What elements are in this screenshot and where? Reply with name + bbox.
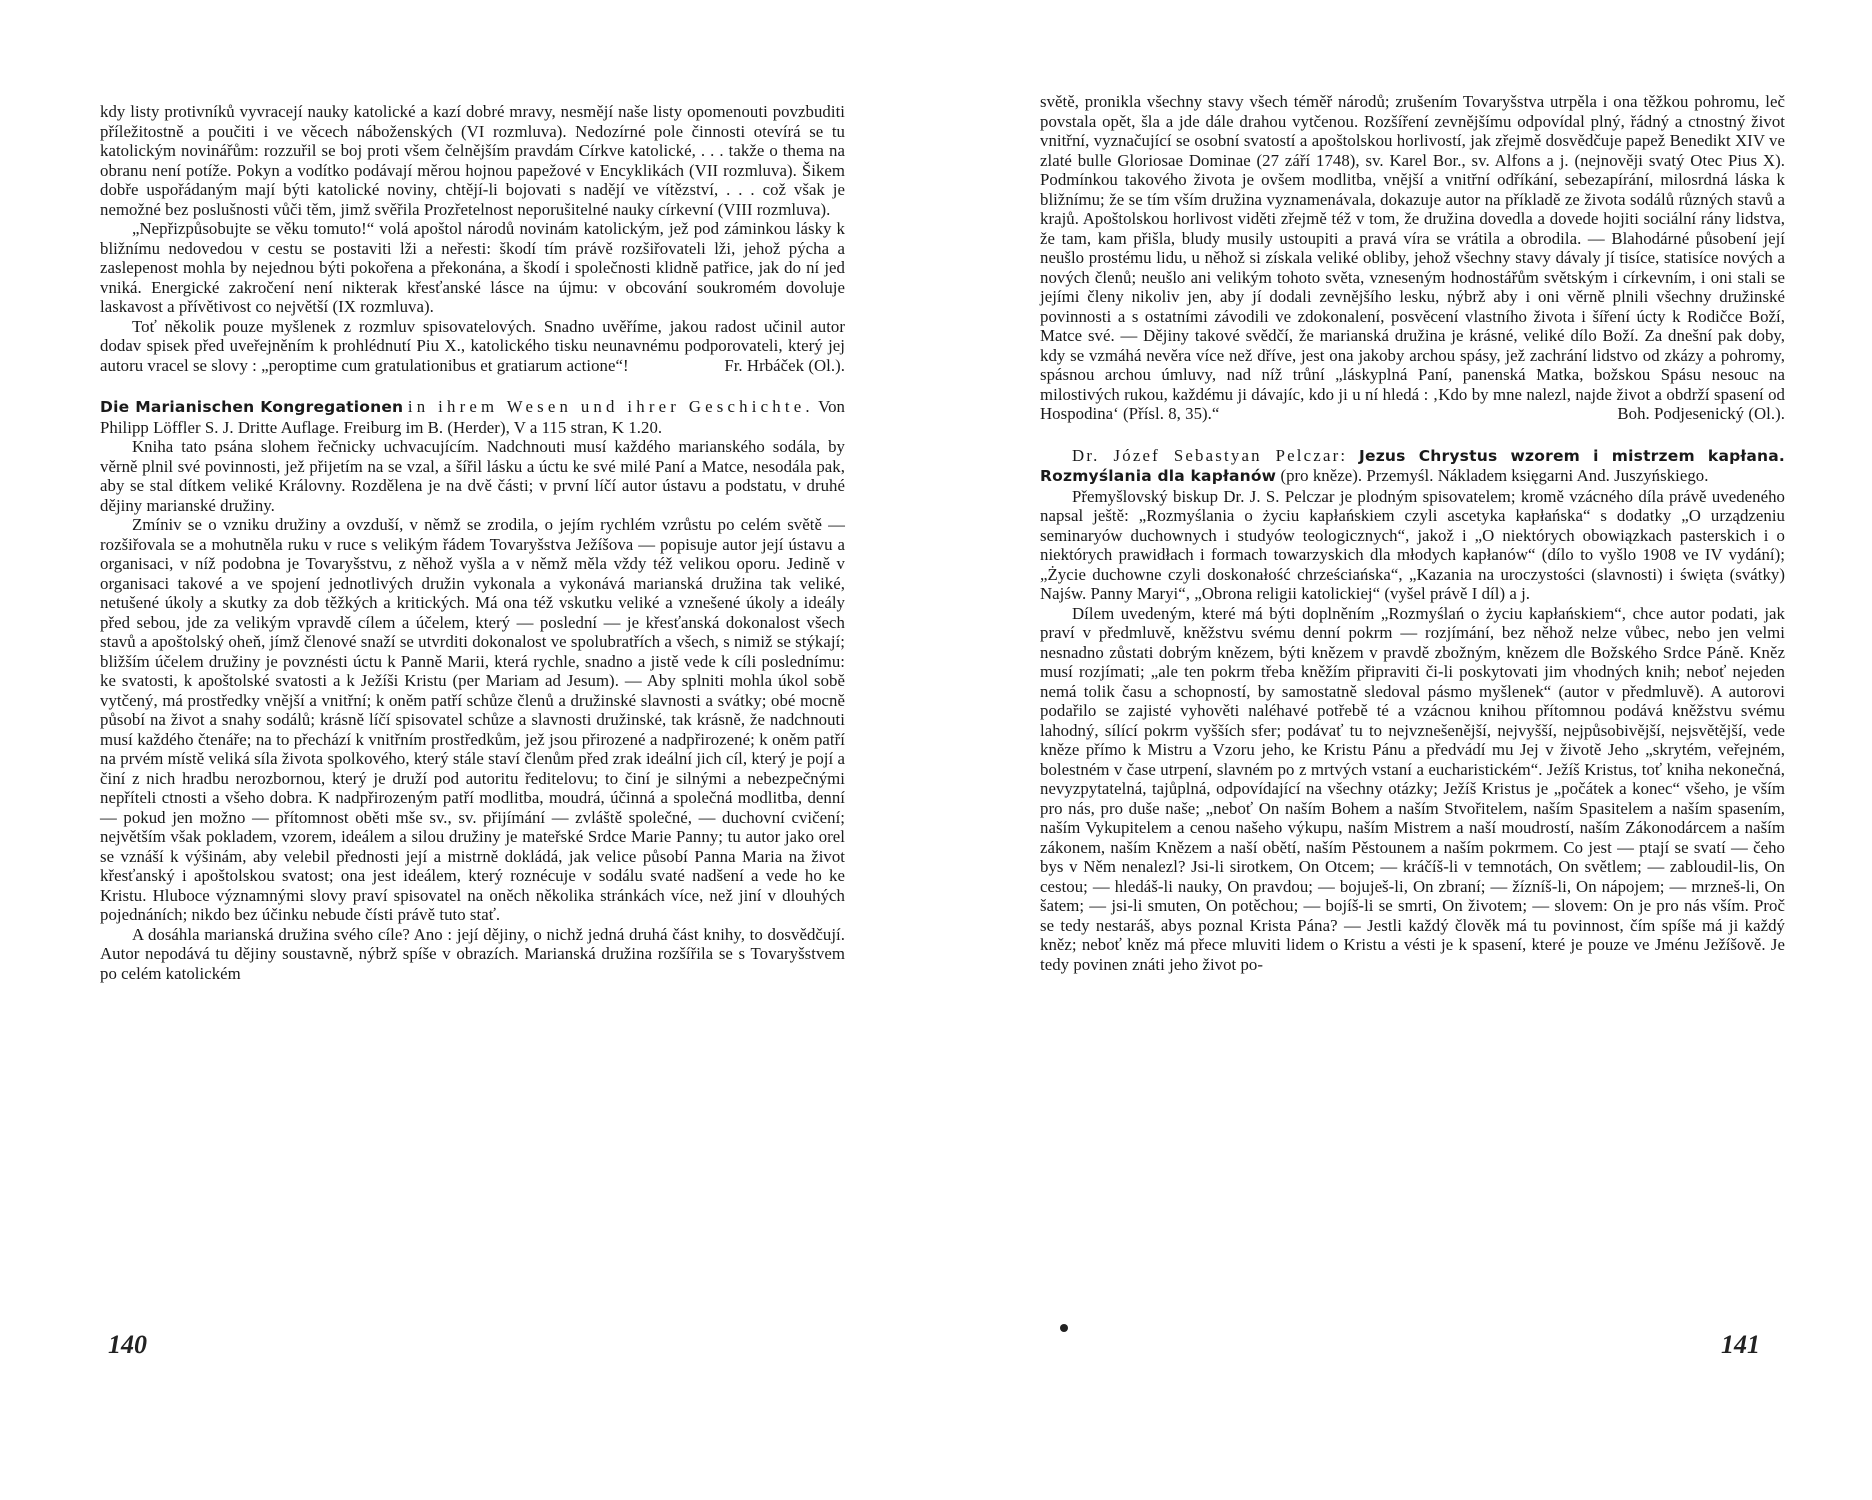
right-page [1040,92,1785,974]
paragraph: Zmíniv se o vzniku družiny a ovzduší, v němž se zrodila, o jejím rychlém vzrůstu po celém světě — rozšiřovala se a mohutněla ruku v ruce s velikým řádem Tovaryšstva Ježíšova — popisuje autor její ústavu a organisaci, v níž podobna je Tovaryšstvu, z něhož vyšla a v němž měla vždy též velikou oporu. Jedině v organisaci takové a ve spojení jednotlivých družin vykonala a vykonává marianská družina tak veliké, netušené úkoly a skutky za dob těžkých a kritických. Má ona též vskutku veliké a vznešené úkoly a ideály před sebou, jde za velikým vpravdě cílem a účelem, který — poslední — je křesťanská dokonalost všech stavů a apoštolský oheň, jímž členové snaží se utvrditi dokonalost ve spolubratřích a všech, s nimiž se stýkají; bližším účelem družiny je povznésti úctu k Panně Marii, která rychle, snadno a jistě vede k cíli poslednímu: ke svatosti, k apoštolské svatosti a k Ježíši Kristu (per Mariam ad Jesum). — Aby splniti mohla úkol sobě vytčený, má prostředky vnější a vnitřní; k oněm patří schůze členů a družinské slavnosti a svátky; obé mocně působí na život a snahy sodálů; krásně líčí spisovatel schůze a slavnosti družinské, tak krásně, že nadchnouti musí každého čtenáře; na to přechází k vnitřním prostředkům, jež jsou přirozené a nadpřirozené; k oněm patří na prvém místě veliká síla života spolkového, který stále staví členům před zrak ideální jich cíl, který je pojí a činí z nich hradbu nerozbornou, který je druží pod autoritu ředitelovu; to činí je silnými a nebezpečnými nepříteli ctnosti a všeho dobra. K nadpřirozeným patří modlitba, moudrá, účinná a společná modlitba, denní — pokud jen možno — přítomnost oběti mše sv., sv. přijímání — zvláště společné, — duchovní cvičení; největším však pokladem, vzorem, ideálem a silou družiny je mateřské Srdce Marie Panny; tu autor jako orel se vznáší k výšinám, aby velebil přednosti její a mistrně dokládá, jak velice působí Panna Maria na život křesťanský i apoštolskou svatost; ona jest ideálem, který roznécuje v sodálu svaté nadšení a vede ho ke Kristu. Hluboce významnými slovy praví spisovatel na oněch několika stránkách více, než jiní v dlouhých pojednáních; nikdo bez účinku nebude čísti právě tuto stať. [100,515,845,924]
paragraph [1040,92,1785,424]
signature: Fr. Hrbáček (Ol.). [724,355,845,375]
review-title: Die Marianischen Kongregationen [100,398,404,416]
review-heading [100,397,845,437]
paragraph: kdy listy protivníků vyvracejí nauky katolické a kazí dobré mravy, nesmějí naše listy opomenouti povzbuditi příležitostně a poučiti i ve věcech náboženských (VI rozmluva). Nedozírné pole činnosti otevírá se tu katolickým novinářům: rozzuřil se boj proti všem čelnějším pravdám Církve katolické, . . . takže o thema na obranu není potíže. Pokyn a vodítko podávají měrou hojnou papežové v Encyklikách (VII rozmluva). Šikem dobře uspořádaným mají býti katolické noviny, chtějí-li bojovati s nadějí ve vítězství, . . . což však je nemožné bez poslušnosti vůči těm, jimž svěřila Prozřetelnost neporušitelné nauky církevní (VIII rozmluva). [100,102,845,219]
page-number-left: 140 [108,1330,147,1359]
signature: Boh. Podjesenický (Ol.). [1617,404,1785,423]
left-page-body [100,102,845,983]
paragraph-text: Toť několik pouze myšlenek z rozmluv spisovatelových. Snadno uvěříme, jakou radost učinil autor dodav spisek před uveřejněním k prohlédnutí Piu X., katolického tisku neunavnému podporovateli, který jej autoru vracel se slovy : „peroptime cum gratulationibus et gratiarum actione“! [100,316,845,375]
paragraph: A dosáhla marianská družina svého cíle? Ano : její dějiny, o nichž jedná druhá část knihy, to dosvědčují. Autor nepodává tu dějiny soustavně, nýbrž spíše v obrazích. Marianská družina rozšířila se s Tovaryšstvem po celém katolickém [100,924,845,983]
paragraph: Dílem uvedeným, které má býti doplněním „Rozmyślań o życiu kapłańskiem“, chce autor podati, jak praví v předmluvě, kněžstvu svému denní pokrm — rozjímání, bez něhož nelze vůbec, nebo jen velmi nesnadno zůstati dobrým knězem, býti knězem v pravdě zbožným, knězem dle Božského Srdce Páně. Kněz musí rozjímati; „ale ten pokrm třeba kněžím připraviti či-li poskytovati jim vhodných knih; neboť nejeden nemá tolik času a schopností, by samostatně sledoval pásmo myšlenek“ (autor v předmluvě). A autorovi podařilo se zajisté vyhověti naléhavé potřebě té a vzácnou knihou přítomnou podává kněžstvu svému lahodný, sílící pokrm vyšších sfer; podávať tu to nejvznešenější, nejvyšší, nejpůsobivější, nejsvětější, vede kněze přímo k Mistru a Vzoru jeho, ke Kristu Pánu a předvádí mu Jej v životě Jeho „skrytém, veřejném, bolestném v čase utrpení, slavném po z mrtvých vstaní a eucharistickém“. Ježíš Kristus, toť kniha nekonečná, nevyzpytatelná, tajůplná, odpovídající na všechny otázky; Ježíš Kristus je „počátek a konec“ všeho, je vším pro nás, pro duše naše; „neboť On naším Bohem a naším Stvořitelem, naším Spasitelem a naším spasením, naším Vykupitelem a cenou našeho výkupu, naším Mistrem a naší moudrostí, naším Zákonodárcem a naším zákonem, naším Knězem a naší obětí, naším Pěstounem a naším pokrmem. Co jest — ptají se svatí — čeho bys v Něm nenalezl? Jsi-li sirotkem, On Otcem; — kráčíš-li v temnotách, On světlem; — zabloudil-lis, On cestou; — hledáš-li nauky, On pravdou; — bojuješ-li, On zbraní; — žízníš-li, On nápojem; — mrzneš-li, On šatem; — jsi-li smuten, On potěchou; — bojíš-li se smrti, On životem; — slovem: On je pro nás vším. Proč se tedy nestaráš, abys poznal Krista Pána? — Jestli každý člověk má tu povinnost, čím spíše má ji každý kněz; neboť kněz má přece mluviti lidem o Kristu a vésti je k spasení, které je pouze ve Jménu Ježíšově. Je tedy povinen znáti jeho život po- [1040,603,1785,974]
right-page-body [1040,92,1785,974]
paragraph [100,317,845,376]
printer-dot-mark [1060,1324,1068,1332]
paragraph-text: světě, pronikla všechny stavy všech téměř národů; zrušením Tovaryšstva utrpěla i ona těžkou pohromu, leč povstala opět, šla a jde dále drahou vytčenou. Rozšíření zevnějšímu odpovídal plný, řádný a ctnostný život vnitřní, vyznačující se osobní svatostí a apoštolskou horlivostí, jak zřejmě dosvědčuje papež Benedikt XIV ve zlaté bulle Gloriosae Dominae (27 září 1748), sv. Karel Bor., sv. Alfons a j. (nejnověji svatý Otec Pius X). Podmínkou takového života je ovšem modlitba, vnější a vnitřní odříkání, sebezapírání, milosrdná láska k bližnímu; že se tím vším družina vyznamenávala, dokazuje autor na příkladě ze života sodálů různých stavů a krajů. Apoštolskou horlivost viděti zřejmě též v tom, že družina dovedla a dovede hojiti sociální rány lidstva, že tam, kam přišla, bludy musily ustoupiti a pravá víra se vrátila a obrodila. — Blahodárné působení její neušlo prostému lidu, u něhož si získala veliké obliby, jehož všechny stavy dávaly jí tisíce, statisíce nových a nových členů; neušlo ani velikým tohoto světa, vzneseným hodnostářům světským i církevním, i oni stali se jejími členy nikoliv jen, aby jí dodali zevnějšího lesku, nýbrž aby i oni věrně plnili všechny družinské povinnosti a s ostatními závodili ve zdokonalení, posvěcení vlastního života i šíření úcty k Rodičce Boží, Matce své. — Dějiny takové svědčí, že marianská družina je krásné, veliké dílo Boží. Za dnešní pak doby, kdy se vzmáhá nevěra více než dříve, jest ona jakoby archou spásy, jež zachrání lidstvo od zkázy a pohromy, spásnou archou úmluvy, nad níž trůní „láskyplná Paní, panenská Matka, božskou Spásu nesouc na milostivých rukou, každému ji dávajíc, kdo ji u ní hledá : ‚Kdo by mne nalezl, najde život a obdrží spasení od Hospodina‘ (Přísl. 8, 35).“ [1040,92,1785,423]
page-number-right: 141 [1721,1330,1760,1359]
review-author: Dr. Józef Sebastyan Pelczar: [1072,445,1348,465]
review-bibliographic: Von Philipp Löffler S. J. Dritte Auflage. Freiburg im B. (Herder), V a 115 stran, K 1.20. [100,397,845,437]
paragraph: Přemyšlovský biskup Dr. J. S. Pelczar je plodným spisovatelem; kromě vzácného díla právě uvedeného napsal ještě: „Rozmyślania o życiu kapłańskiem czyli ascetyka kapłańska“ s dodatky „O urządzeniu seminaryów duchownych i studyów teologicznych“, jakož i „O niektórych obowiązkach pasterskich i o niektórych prawidłach i formach towarzyskich dla młodych kapłanów“ (dílo to vyšlo 1908 ve IV vydání); „Życie duchowne czyli doskonałość chrześciańska“, „Kazania na uroczystości (slavnosti) i święta (svátky) Najśw. Panny Maryi“, „Obrona religii katolickiej“ (vyšel právě I díl) a j. [1040,486,1785,603]
paragraph: Kniha tato psána slohem řečnicky uchvacujícím. Nadchnouti musí každého marianského sodála, by věrně plnil své povinnosti, jež přijetím na se vzal, a šířil lásku a úctu ke své milé Paní a Matce, nesodála pak, aby se stal dítkem veliké Královny. Rozdělena je na dvě části; v první líčí autor ústavu a podstatu, v druhé dějiny marianské družiny. [100,437,845,515]
review-subtitle: in ihrem Wesen und ihrer Geschichte. [407,397,814,416]
review-heading [1040,446,1785,487]
left-page [100,102,845,983]
review-title: Jezus Chrystus wzorem i mistrzem kapłana. Rozmyślania dla kapłanów [1040,446,1785,485]
review-bibliographic: (pro kněze). Przemyśl. Nákladem księgarni And. Juszyńskiego. [1280,466,1709,485]
paragraph: „Nepřizpůsobujte se věku tomuto!“ volá apoštol národů novinám katolickým, jež pod záminkou lásky k bližnímu nedovedou v cestu se postaviti lži a neřesti: škodí tím právě rozšiřovateli lži, jehož pýcha a zaslepenost mohla by nejednou býti pokořena a překonána, a škodí i společnosti klidně patřice, jak do ní jed vniká. Energické zakročení není nikterak křesťanské lásce na újmu: v obcování soukromém dovoluje laskavost a přívětivost co největší (IX rozmluva). [100,219,845,316]
